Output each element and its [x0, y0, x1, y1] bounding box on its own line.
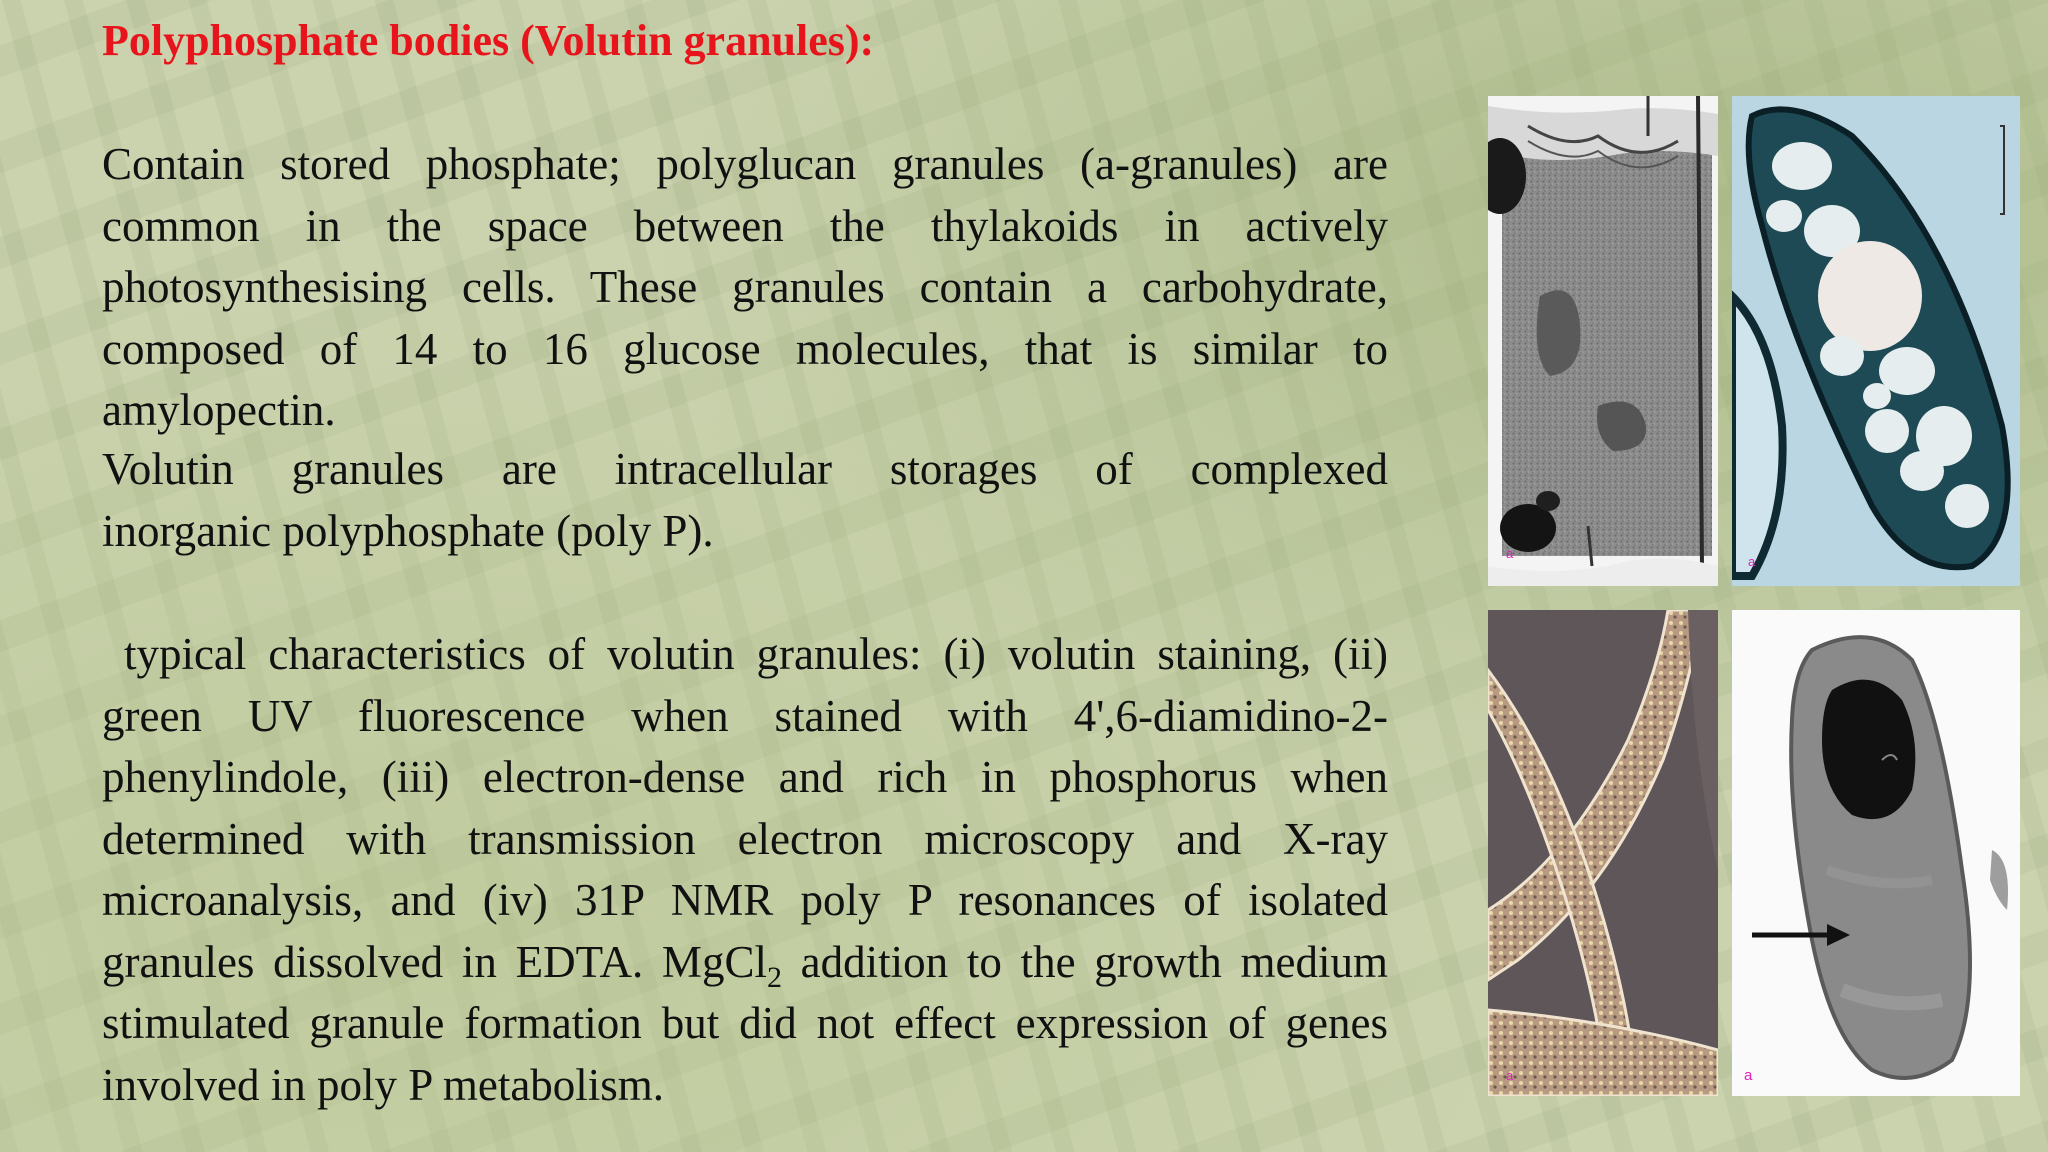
stained-cell-image [1732, 96, 2020, 586]
paragraph-volutin-definition [102, 439, 1388, 562]
slide-title: Polyphosphate bodies (Volutin granules): [102, 16, 875, 65]
characteristics-text-continued: addition to the growth medium stimulated granule formation but did not effect expression of genes involved in poly P metabolism. [102, 936, 1388, 1110]
micrograph-figure [1488, 96, 2020, 1096]
micrograph-bacterium [1732, 610, 2020, 1096]
paragraph-volutin-line-2: inorganic polyphosphate (poly P). [102, 505, 714, 556]
panel-letter-a: a [1506, 546, 1514, 561]
micrograph-stained-cell [1732, 96, 2020, 586]
panel-letter-d: a [1744, 1067, 1753, 1084]
panel-letter-b: a [1748, 554, 1756, 569]
micrograph-filaments [1488, 610, 1718, 1096]
characteristics-text: typical characteristics of volutin granules: (i) volutin staining, (ii) green UV fluorescence when stained with 4',6-diamidino-2-phenylindole, (iii) electron-dense and rich in phosphorus when determined with transmission electron microscopy and X-ray microanalysis, and (iv) 31P NMR poly P resonances of isolated granules dissolved in EDTA. MgCl [102, 629, 1388, 987]
mgcl2-subscript: 2 [766, 960, 782, 994]
paragraph-volutin-characteristics [102, 624, 1388, 1116]
paragraph-volutin-line-1: Volutin granules are intracellular storages of complexed [102, 444, 1388, 494]
tem-cell-image [1488, 96, 1718, 586]
panel-letter-c: a [1506, 1068, 1514, 1083]
micrograph-tem-cell [1488, 96, 1718, 586]
bacterium-image [1732, 610, 2020, 1096]
filaments-image [1488, 610, 1718, 1096]
paragraph-polyglucan: Contain stored phosphate; polyglucan granules (a-granules) are common in the space between the thylakoids in actively photosynthesising cells. These granules contain a carbohydrate, composed of 14 to 16 glucose molecules, that is similar to amylopectin. [102, 139, 1388, 435]
